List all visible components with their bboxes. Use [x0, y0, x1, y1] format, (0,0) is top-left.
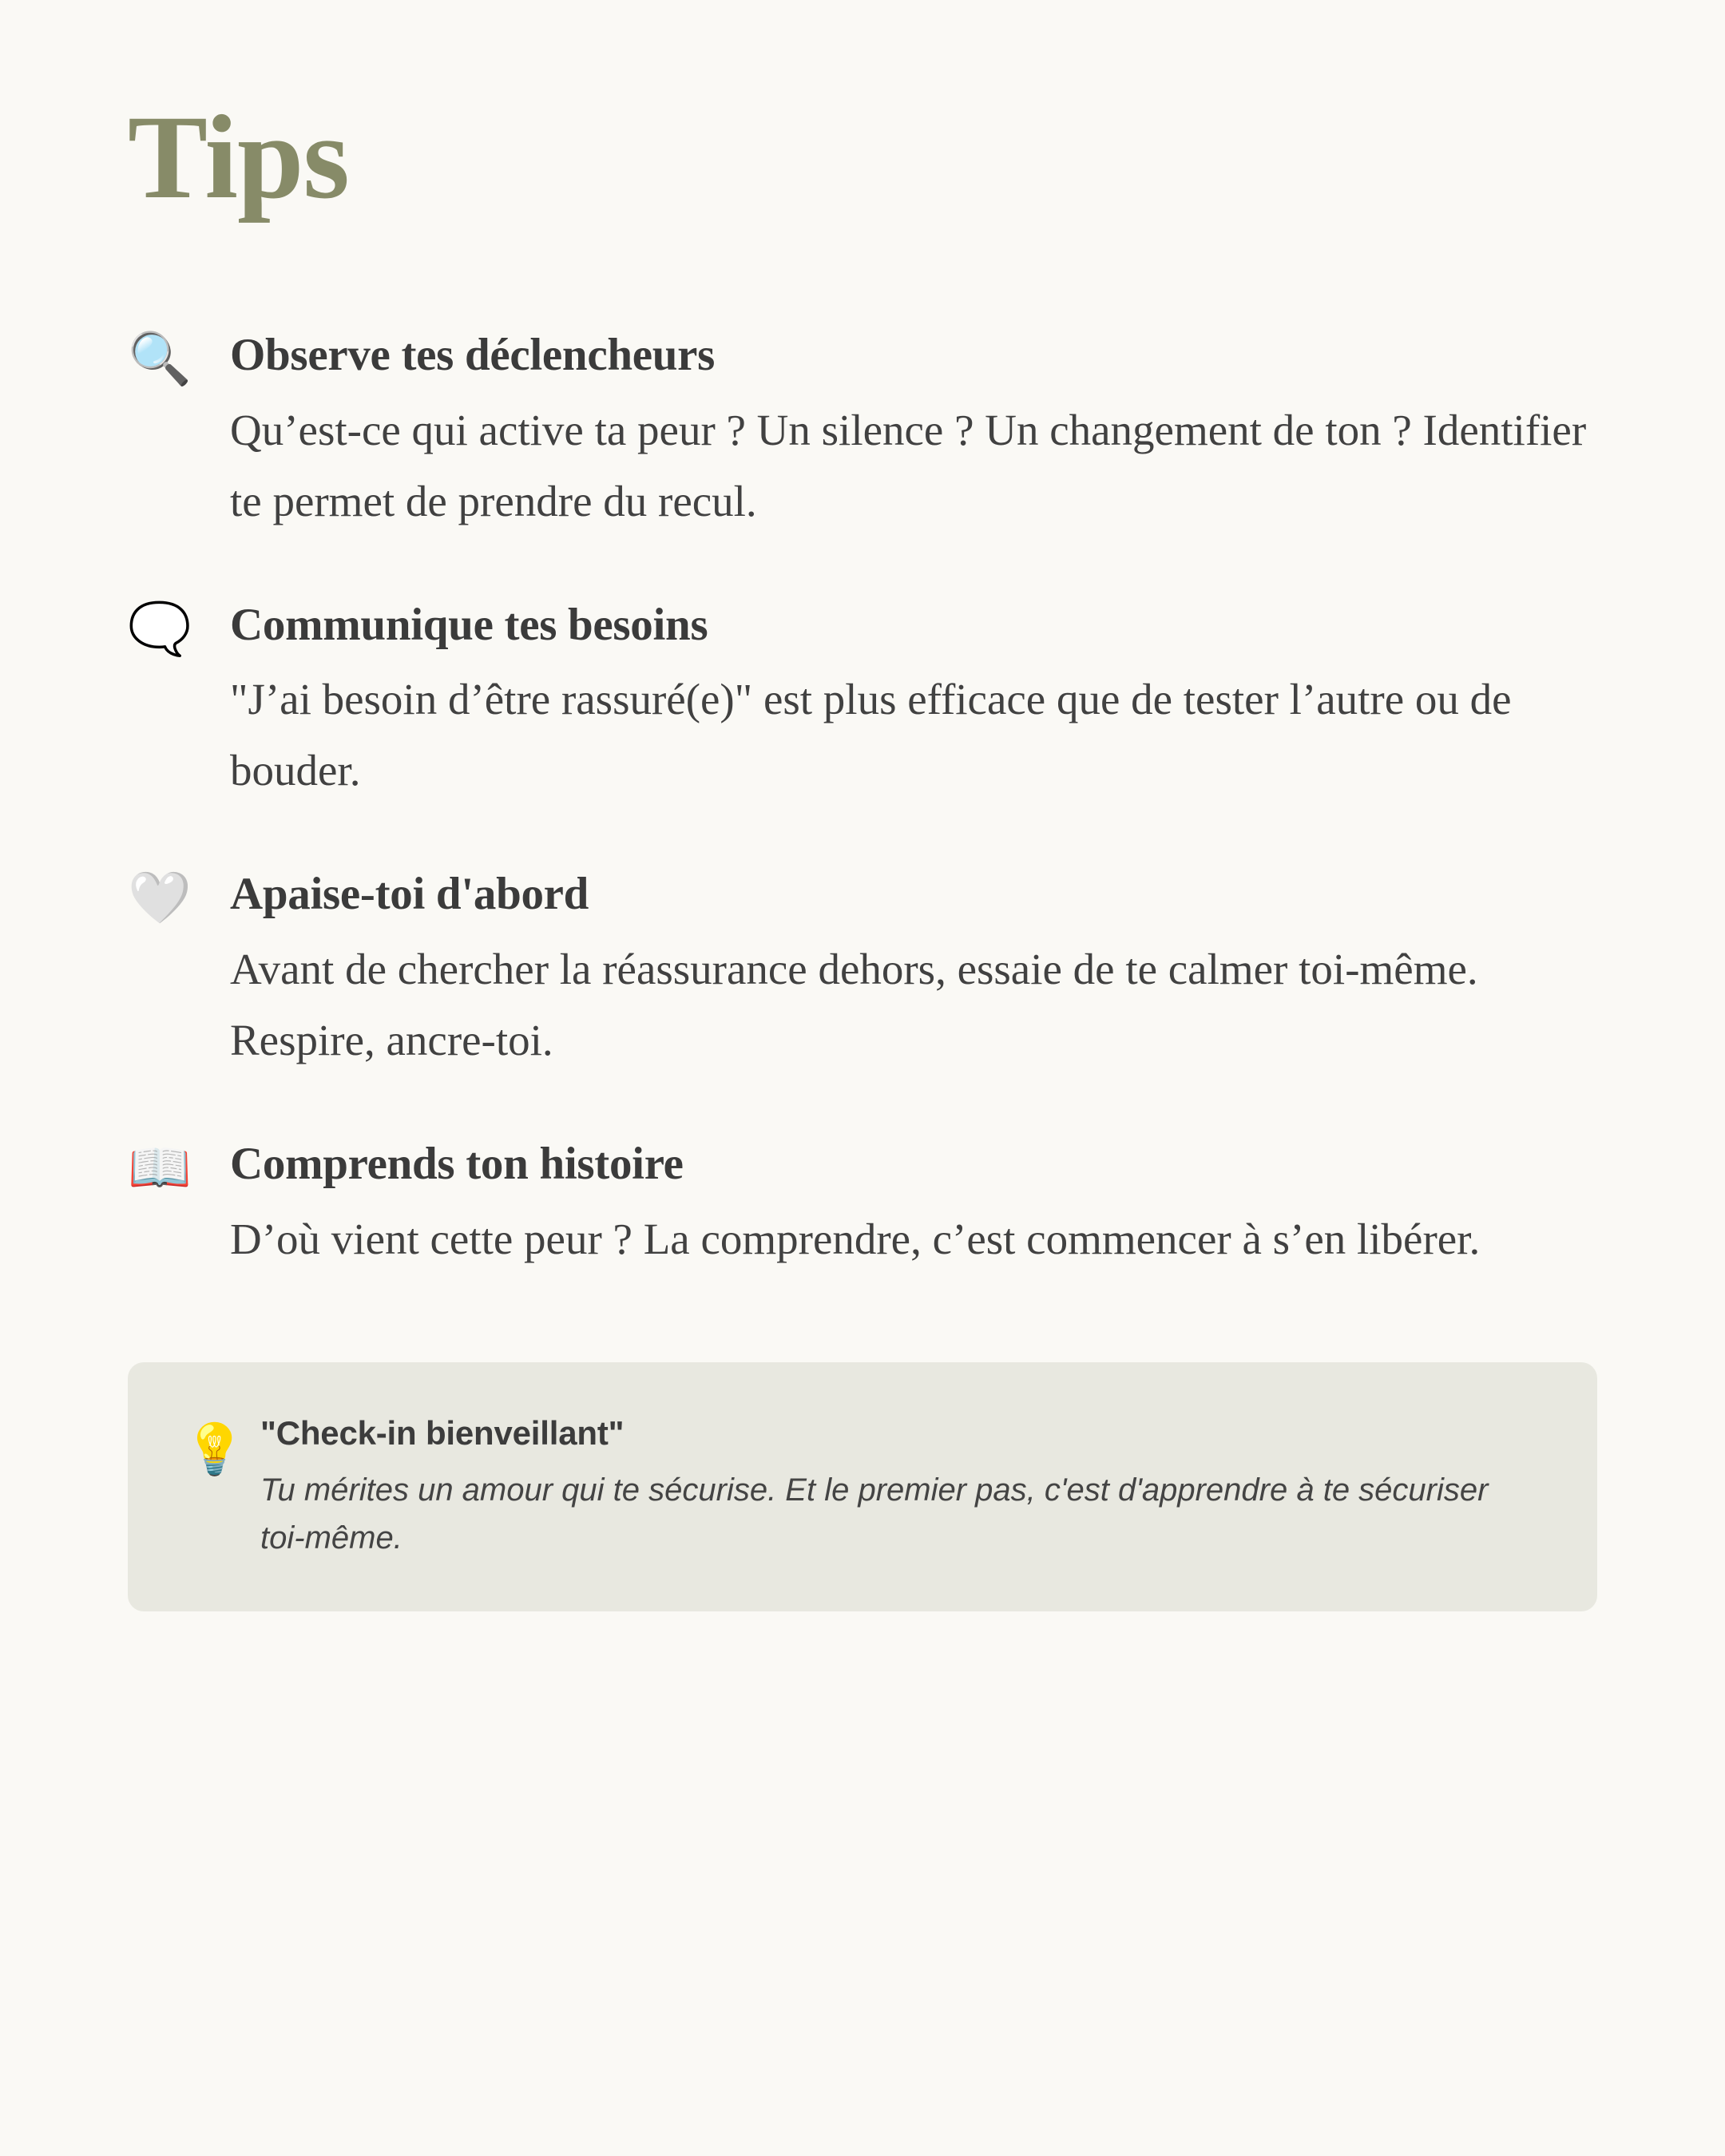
- tip-body: D’où vient cette peur ? La comprendre, c’est commencer à s’en libérer.: [230, 1214, 1481, 1263]
- tip-item: [128, 599, 1597, 807]
- light-bulb-icon: 💡: [184, 1419, 246, 1478]
- tips-list: [128, 329, 1597, 1274]
- white-heart-icon: 🤍: [128, 869, 192, 929]
- magnifying-glass-icon: 🔍: [128, 330, 192, 389]
- callout-title: "Check-in bienveillant": [260, 1413, 625, 1452]
- tip-body: Qu’est-ce qui active ta peur ? Un silence ? Un changement de ton ? Identifier te permet de prendre du recul.: [230, 405, 1587, 525]
- tip-heading: Observe tes déclencheurs: [230, 330, 715, 380]
- open-book-icon: 📖: [128, 1139, 192, 1199]
- tip-body: Avant de chercher la réassurance dehors, essaie de te calmer toi-même. Respire, ancre-toi.: [230, 945, 1478, 1065]
- tip-heading: Communique tes besoins: [230, 599, 708, 650]
- speech-balloon-icon: 🗨️: [128, 599, 192, 659]
- callout-text-group: [260, 1412, 1541, 1563]
- tip-item: [128, 868, 1597, 1076]
- tip-item: [128, 329, 1597, 537]
- tip-heading: Comprends ton histoire: [230, 1139, 684, 1190]
- check-in-callout: [128, 1362, 1597, 1612]
- callout-body: Tu mérites un amour qui te sécurise. Et le premier pas, c'est d'apprendre à te sécuriser toi-même.: [260, 1472, 1489, 1556]
- tip-item: [128, 1138, 1597, 1274]
- tip-heading: Apaise-toi d'abord: [230, 869, 589, 920]
- tip-body: "J’ai besoin d’être rassuré(e)" est plus efficace que de tester l’autre ou de bouder.: [230, 675, 1512, 795]
- page-title: Tips: [128, 91, 349, 224]
